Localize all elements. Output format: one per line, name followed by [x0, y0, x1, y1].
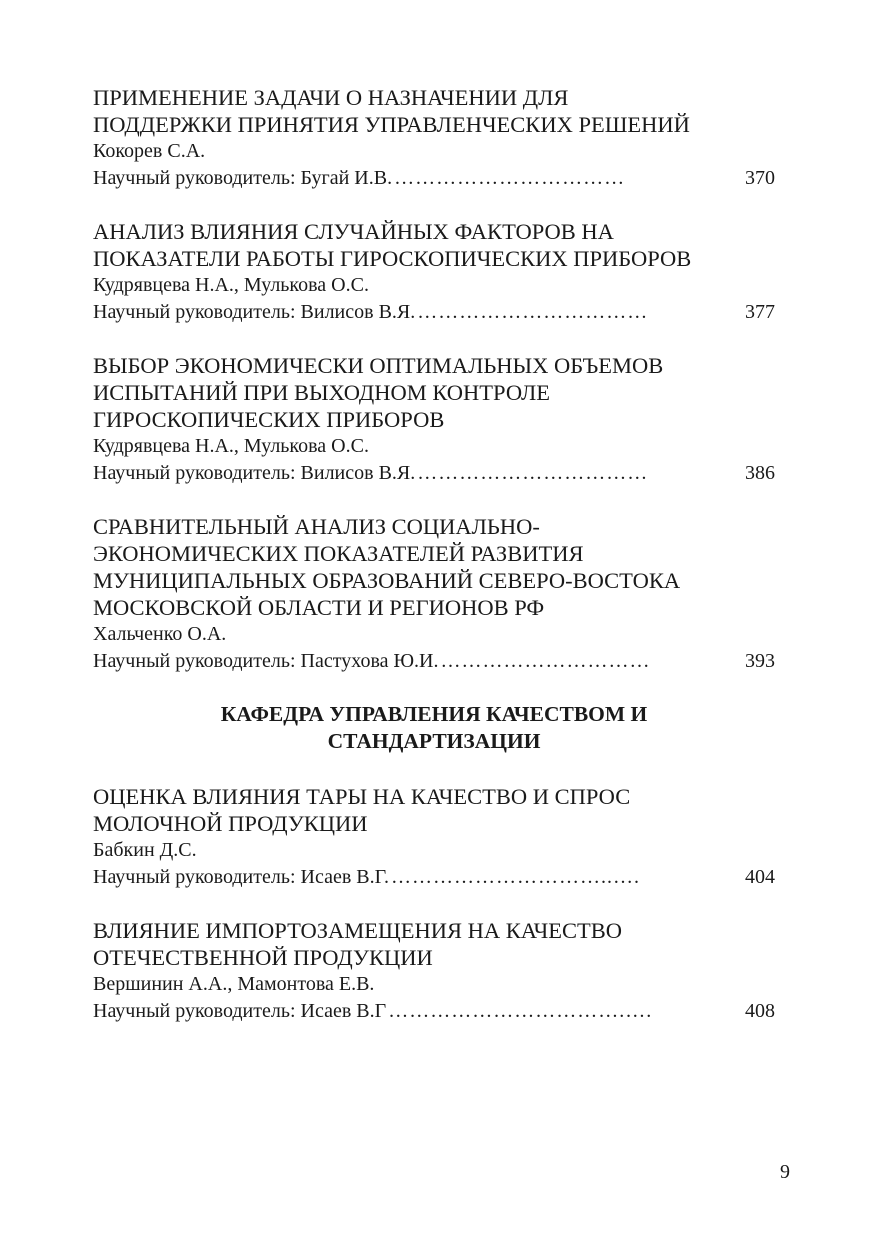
entry-page-number: 393 — [745, 650, 775, 672]
entry-title-line: АНАЛИЗ ВЛИЯНИЯ СЛУЧАЙНЫХ ФАКТОРОВ НА — [93, 219, 614, 244]
dot-leader: …………………………….…. — [388, 1000, 653, 1022]
dot-leader: ………………………… — [440, 650, 651, 672]
entry-title — [93, 352, 775, 433]
page-number: 9 — [780, 1161, 790, 1183]
entry-supervisor: Научный руководитель: Исаев В.Г. — [93, 866, 389, 888]
entry-supervisor: Научный руководитель: Вилисов В.Я. — [93, 462, 416, 484]
entry-page-number: 377 — [745, 301, 775, 323]
entry-title-line: ИСПЫТАНИЙ ПРИ ВЫХОДНОМ КОНТРОЛЕ — [93, 380, 550, 405]
toc-entry — [93, 917, 775, 1025]
entry-title — [93, 84, 775, 138]
entry-title-line: ПРИМЕНЕНИЕ ЗАДАЧИ О НАЗНАЧЕНИИ ДЛЯ — [93, 85, 569, 110]
entry-title — [93, 783, 775, 837]
entry-title-line: МУНИЦИПАЛЬНЫХ ОБРАЗОВАНИЙ СЕВЕРО-ВОСТОКА — [93, 568, 681, 593]
entry-title-line: ПОКАЗАТЕЛИ РАБОТЫ ГИРОСКОПИЧЕСКИХ ПРИБОРОВ — [93, 246, 692, 271]
entry-title-line: ВЫБОР ЭКОНОМИЧЕСКИ ОПТИМАЛЬНЫХ ОБЪЕМОВ — [93, 353, 664, 378]
dot-leader: …………………………… — [394, 167, 626, 189]
entry-supervisor: Научный руководитель: Бугай И.В. — [93, 167, 393, 189]
entry-title-line: МОСКОВСКОЙ ОБЛАСТИ И РЕГИОНОВ РФ — [93, 595, 545, 620]
entry-title-line: МОЛОЧНОЙ ПРОДУКЦИИ — [93, 811, 368, 836]
entry-authors: Вершинин А.А., Мамонтова Е.В. — [93, 973, 375, 995]
entry-supervisor-line — [93, 165, 775, 192]
entry-title-line: ОЦЕНКА ВЛИЯНИЯ ТАРЫ НА КАЧЕСТВО И СПРОС — [93, 784, 631, 809]
entry-title-line: ЭКОНОМИЧЕСКИХ ПОКАЗАТЕЛЕЙ РАЗВИТИЯ — [93, 541, 584, 566]
entry-supervisor: Научный руководитель: Исаев В.Г — [93, 1000, 387, 1022]
entry-supervisor-line — [93, 998, 775, 1025]
entry-authors: Бабкин Д.С. — [93, 839, 197, 861]
entry-supervisor: Научный руководитель: Вилисов В.Я. — [93, 301, 416, 323]
entry-page-number: 386 — [745, 462, 775, 484]
entry-title-line: ПОДДЕРЖКИ ПРИНЯТИЯ УПРАВЛЕНЧЕСКИХ РЕШЕНИЙ — [93, 112, 690, 137]
entry-authors: Хальченко О.А. — [93, 623, 227, 645]
entry-supervisor-line — [93, 299, 775, 326]
section-heading-line: СТАНДАРТИЗАЦИИ — [327, 729, 541, 753]
entry-title-line: ГИРОСКОПИЧЕСКИХ ПРИБОРОВ — [93, 407, 445, 432]
entry-title-line: ОТЕЧЕСТВЕННОЙ ПРОДУКЦИИ — [93, 945, 433, 970]
toc-entry — [93, 513, 775, 675]
entry-title — [93, 218, 775, 272]
section-heading-line: КАФЕДРА УПРАВЛЕНИЯ КАЧЕСТВОМ И — [220, 702, 648, 726]
entry-page-number: 404 — [745, 866, 775, 888]
entry-title-line: СРАВНИТЕЛЬНЫЙ АНАЛИЗ СОЦИАЛЬНО- — [93, 514, 540, 539]
entry-title-line: ВЛИЯНИЕ ИМПОРТОЗАМЕЩЕНИЯ НА КАЧЕСТВО — [93, 918, 622, 943]
toc-entry — [93, 84, 775, 192]
entry-supervisor: Научный руководитель: Пастухова Ю.И. — [93, 650, 439, 672]
entry-authors: Кудрявцева Н.А., Мулькова О.С. — [93, 435, 369, 457]
entry-page-number: 370 — [745, 167, 775, 189]
table-of-contents — [93, 84, 775, 1051]
dot-leader: …………………………… — [417, 462, 649, 484]
entry-title — [93, 513, 775, 621]
section-heading — [93, 701, 775, 755]
dot-leader: …………………………..…. — [390, 866, 640, 888]
entry-supervisor-line — [93, 864, 775, 891]
dot-leader: …………………………… — [417, 301, 649, 323]
entry-title — [93, 917, 775, 971]
entry-authors: Кудрявцева Н.А., Мулькова О.С. — [93, 274, 369, 296]
toc-entry — [93, 218, 775, 326]
toc-entry — [93, 352, 775, 487]
entry-supervisor-line — [93, 460, 775, 487]
entry-page-number: 408 — [745, 1000, 775, 1022]
entry-authors: Кокорев С.А. — [93, 140, 206, 162]
entry-supervisor-line — [93, 648, 775, 675]
toc-entry — [93, 783, 775, 891]
